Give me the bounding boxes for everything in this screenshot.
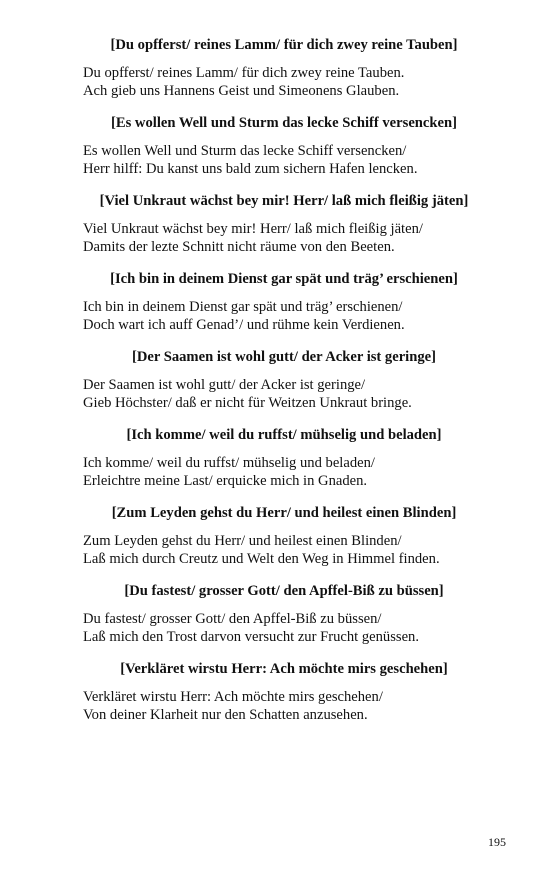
stanza <box>0 660 550 724</box>
verse-line: Ich bin in deinem Dienst gar spät und träg’ erschienen/ <box>83 299 403 315</box>
stanza <box>0 36 550 100</box>
stanza-title: [Ich komme/ weil du ruffst/ mühselig und beladen] <box>126 427 442 443</box>
verse-line: Laß mich den Trost darvon versucht zur Frucht genüssen. <box>83 629 420 645</box>
verse-line: Laß mich durch Creutz und Welt den Weg in Himmel finden. <box>83 551 440 567</box>
verse-line: Ich komme/ weil du ruffst/ mühselig und beladen/ <box>83 455 375 471</box>
stanza-title: [Verkläret wirstu Herr: Ach möchte mirs geschehen] <box>120 661 448 677</box>
stanza <box>0 114 550 178</box>
stanza <box>0 504 550 568</box>
verse-line: Du opfferst/ reines Lamm/ für dich zwey reine Tauben. <box>83 65 405 81</box>
page-body <box>0 36 550 738</box>
verse-line: Verkläret wirstu Herr: Ach möchte mirs geschehen/ <box>83 689 383 705</box>
stanza-title: [Der Saamen ist wohl gutt/ der Acker ist geringe] <box>131 349 436 365</box>
verse-line: Der Saamen ist wohl gutt/ der Acker ist geringe/ <box>83 377 366 393</box>
verse-line: Doch wart ich auff Genad’/ und rühme kein Verdienen. <box>83 317 405 333</box>
page-number: 195 <box>488 835 506 849</box>
stanza-title: [Ich bin in deinem Dienst gar spät und träg’ erschienen] <box>110 271 458 287</box>
stanza <box>0 270 550 334</box>
verse-line: Gieb Höchster/ daß er nicht für Weitzen Unkraut bringe. <box>83 395 412 411</box>
stanza <box>0 426 550 490</box>
verse-line: Von deiner Klarheit nur den Schatten anzusehen. <box>83 707 368 723</box>
verse-line: Herr hilff: Du kanst uns bald zum sichern Hafen lencken. <box>83 161 418 177</box>
stanza <box>0 348 550 412</box>
verse-line: Es wollen Well und Sturm das lecke Schiff versencken/ <box>83 143 407 159</box>
stanza-title: [Viel Unkraut wächst bey mir! Herr/ laß mich fleißig jäten] <box>99 193 469 209</box>
stanza-title: [Es wollen Well und Sturm das lecke Schiff versencken] <box>111 115 457 131</box>
verse-line: Erleichtre meine Last/ erquicke mich in Gnaden. <box>83 473 368 489</box>
stanza-title: [Zum Leyden gehst du Herr/ und heilest einen Blinden] <box>111 505 457 521</box>
verse-line: Damits der lezte Schnitt nicht räume von den Beeten. <box>83 239 395 255</box>
stanza <box>0 582 550 646</box>
stanza-title: [Du fastest/ grosser Gott/ den Apffel-Biß zu büssen] <box>124 583 444 599</box>
stanza <box>0 192 550 256</box>
stanza-title: [Du opfferst/ reines Lamm/ für dich zwey reine Tauben] <box>110 37 458 53</box>
verse-line: Ach gieb uns Hannens Geist und Simeonens Glauben. <box>83 83 400 99</box>
verse-line: Viel Unkraut wächst bey mir! Herr/ laß mich fleißig jäten/ <box>83 221 423 237</box>
verse-line: Zum Leyden gehst du Herr/ und heilest einen Blinden/ <box>83 533 402 549</box>
verse-line: Du fastest/ grosser Gott/ den Apffel-Biß zu büssen/ <box>83 611 382 627</box>
